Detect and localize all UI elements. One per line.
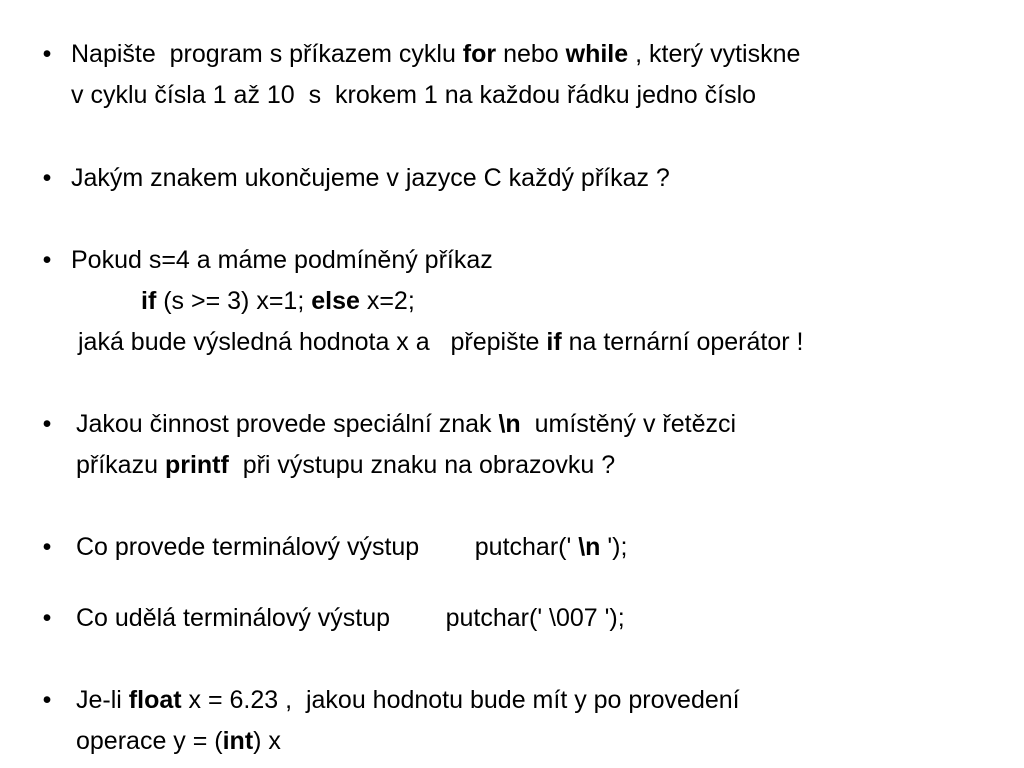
- bullet-dot: •: [42, 533, 52, 561]
- question-4-line-1: Jakou činnost provede speciální znak \n umístěný v řetězci: [76, 410, 737, 438]
- bullet-dot: •: [42, 164, 52, 192]
- question-7-line-1: Je-li float x = 6.23 , jakou hodnotu bude mít y po provedení: [76, 686, 740, 714]
- bullet-dot: •: [42, 246, 52, 274]
- bullet-dot: •: [42, 604, 52, 632]
- question-5-line-1: Co provede terminálový výstup putchar(' \n ');: [76, 533, 628, 561]
- question-3-line-3: jaká bude výsledná hodnota x a přepište if na ternární operátor !: [78, 328, 804, 356]
- question-6-line-1: Co udělá terminálový výstup putchar(' \007 ');: [76, 604, 625, 632]
- keyword-if: if: [141, 287, 157, 315]
- bullet-dot: •: [42, 686, 52, 714]
- keyword-while: while: [565, 40, 629, 68]
- question-4: [40, 404, 1000, 486]
- keyword-printf: printf: [164, 451, 229, 479]
- escape-newline: \n: [578, 533, 601, 561]
- question-1: [40, 34, 1000, 116]
- question-6: [40, 598, 1000, 639]
- question-3: [40, 240, 1000, 363]
- bullet-dot: •: [42, 40, 52, 68]
- keyword-int: int: [222, 727, 254, 755]
- question-1-line-2: v cyklu čísla 1 až 10 s krokem 1 na každou řádku jedno číslo: [71, 81, 757, 109]
- keyword-else: else: [311, 287, 360, 315]
- question-2-line-1: Jakým znakem ukončujeme v jazyce C každý příkaz ?: [71, 164, 670, 192]
- question-3-code-line: if (s >= 3) x=1; else x=2;: [141, 287, 415, 315]
- bullet-dot: •: [42, 410, 52, 438]
- keyword-if: if: [546, 328, 562, 356]
- question-7: [40, 680, 1000, 762]
- question-4-line-2: příkazu printf při výstupu znaku na obrazovku ?: [76, 451, 616, 479]
- question-2: [40, 158, 1000, 199]
- question-1-line-1: Napište program s příkazem cyklu for nebo while , který vytiskne: [71, 40, 801, 68]
- escape-newline: \n: [498, 410, 521, 438]
- question-5: [40, 527, 1000, 568]
- question-7-line-2: operace y = (int) x: [76, 727, 281, 755]
- question-3-line-1: Pokud s=4 a máme podmíněný příkaz: [71, 246, 493, 274]
- keyword-for: for: [462, 40, 497, 68]
- keyword-float: float: [128, 686, 182, 714]
